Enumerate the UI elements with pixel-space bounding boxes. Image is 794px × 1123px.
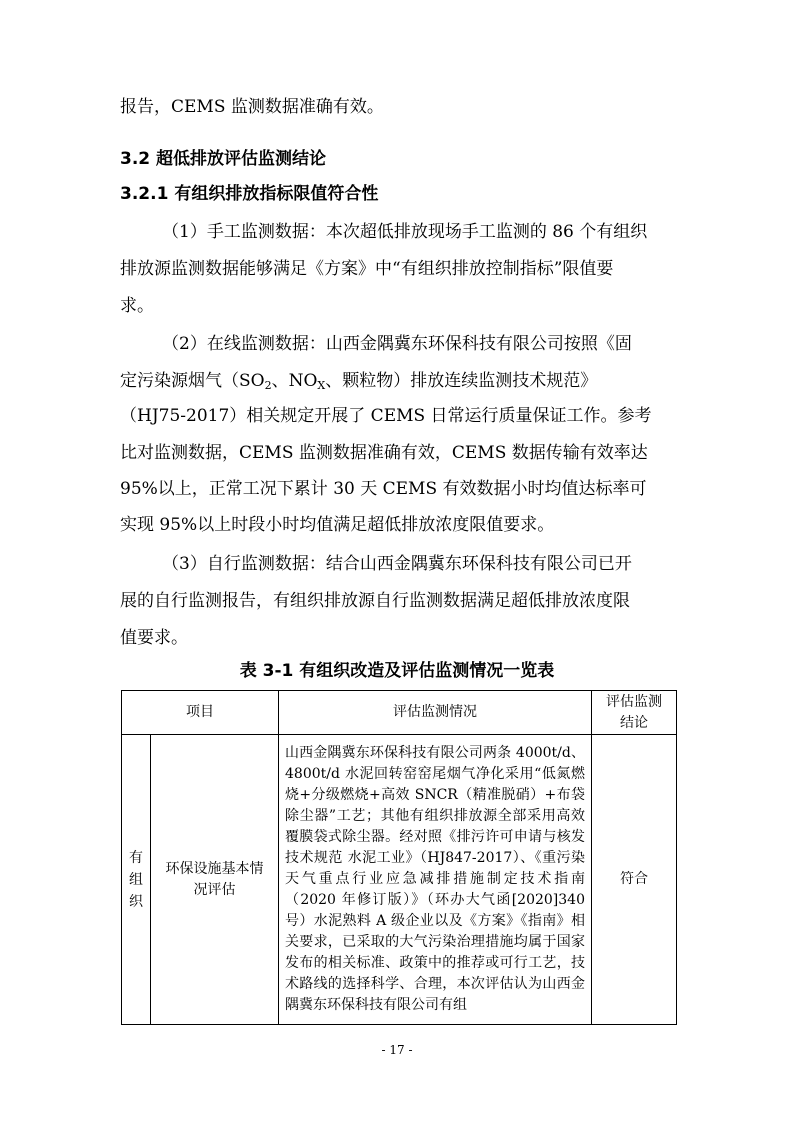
paragraph-line: 比对监测数据，CEMS 监测数据准确有效，CEMS 数据传输有效率达: [120, 443, 648, 463]
table-caption: 表 3-1 有组织改造及评估监测情况一览表: [239, 661, 555, 681]
header-conclusion: [592, 691, 677, 735]
paragraph-line: （HJ75-2017）相关规定开展了 CEMS 日常运行质量保证工作。参考: [120, 406, 652, 426]
item-cell: 环保设施基本情况评估: [151, 735, 279, 1025]
table-header-row: [122, 691, 677, 735]
table-row: [122, 735, 677, 1025]
category-char: 织: [129, 893, 143, 910]
text-fragment: 、NO: [271, 371, 318, 391]
paragraph-line: （1）手工监测数据：本次超低排放现场手工监测的 86 个有组织: [162, 222, 648, 242]
text-fragment: 定污染源烟气（SO: [120, 371, 265, 391]
section-heading: 3.2 超低排放评估监测结论: [120, 149, 327, 169]
paragraph-line: 值要求。: [120, 628, 188, 648]
paragraph-line: 95%以上，正常工况下累计 30 天 CEMS 有效数据小时均值达标率可: [120, 479, 647, 499]
page-number: - 17 -: [381, 1043, 413, 1057]
paragraph-line: 展的自行监测报告，有组织排放源自行监测数据满足超低排放浓度限: [120, 591, 630, 611]
description-cell: 山西金隅冀东环保科技有限公司两条 4000t/d、4800t/d 水泥回转窑窑尾烟气净化采用“低氮燃烧+分级燃烧+高效 SNCR（精准脱硝）+布袋除尘器”工艺；其他有组织排放源全部采用高效覆膜袋式除尘器。经对照《排污许可申请与核发技术规范 水泥工业》（HJ847-2017）、《重污染天气重点行业应急减排措施制定技术指南（2020 年修订版）》（环办大气函[2020]340 号）水泥熟料 A 级企业以及《方案》《指南》相关要求，已采取的大气污染治理措施均属于国家发布的相关标准、政策中的推荐或可行工艺，技术路线的选择科学、合理，本次评估认为山西金隅冀东环保科技有限公司有组: [279, 735, 592, 1025]
subscript: 2: [264, 379, 272, 392]
paragraph-line: 求。: [120, 296, 154, 316]
header-conclusion-line: 评估监测: [606, 693, 662, 710]
header-situation: 评估监测情况: [279, 691, 592, 735]
paragraph-line: （2）在线监测数据：山西金隅冀东环保科技有限公司按照《固: [162, 334, 632, 354]
category-char: 有: [129, 849, 143, 866]
paragraph-line: 排放源监测数据能够满足《方案》中“有组织排放控制指标”限值要: [120, 259, 614, 279]
paragraph-line: 实现 95%以上时段小时均值满足超低排放浓度限值要求。: [120, 515, 555, 535]
paragraph-line: [120, 370, 597, 397]
assessment-table: [121, 690, 677, 1025]
text-fragment: 、颗粒物）排放连续监测技术规范》: [325, 371, 598, 391]
subscript: X: [317, 379, 326, 392]
category-char: 组: [129, 871, 143, 888]
conclusion-cell: 符合: [592, 735, 677, 1025]
header-conclusion-line: 结论: [620, 714, 648, 731]
paragraph-line: （3）自行监测数据：结合山西金隅冀东环保科技有限公司已开: [162, 554, 632, 574]
header-project: 项目: [122, 691, 279, 735]
subsection-heading: 3.2.1 有组织排放指标限值符合性: [120, 184, 379, 204]
category-cell: [122, 735, 151, 1025]
paragraph-line: 报告，CEMS 监测数据准确有效。: [120, 97, 384, 117]
